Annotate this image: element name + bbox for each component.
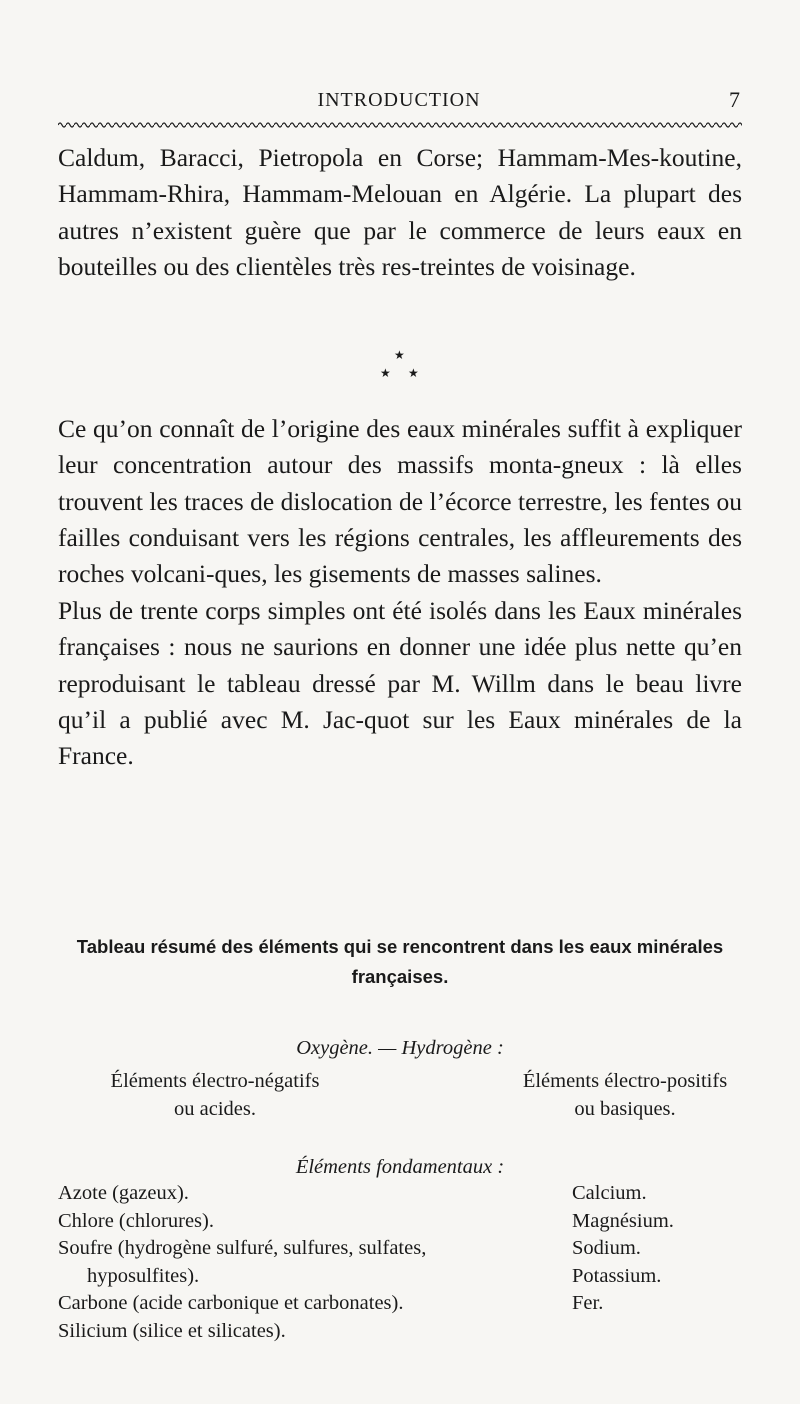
page-number: 7 [729,87,740,112]
list-item: Azote (gazeux). [58,1182,189,1204]
paragraph-1: Caldum, Baracci, Pietropola en Corse; Hammam-Mes-koutine, Hammam-Rhira, Hammam-Melouan en Algérie. La plupart des autres n’existent guère que par le commerce de leurs eaux en bouteilles ou des clientèles très res-treintes de voisinage. [58,143,742,281]
right-heading-line-2: ou basiques. [574,1097,676,1120]
running-title: INTRODUCTION [317,89,481,111]
left-column-heading [80,1068,350,1123]
separator-star-icon: ★ [408,366,419,380]
paragraph-3: Plus de trente corps simples ont été isolés dans les Eaux minérales françaises : nous ne saurions en donner une idée plus nette qu’en reproduisant le tableau dressé par M. Willm dans le beau livre qu’il a publié avec M. Jac-quot sur les Eaux minérales de la France. [58,596,742,771]
paragraph-2: Ce qu’on connaît de l’origine des eaux minérales suffit à expliquer leur concentration autour des massifs monta-gneux : là elles trouvent les traces de dislocation de l’écorce terrestre, les fentes ou failles conduisant vers les régions centrales, les affleurements des roches volcani-ques, les gisements de masses salines. [58,414,742,589]
negative-elements-list [58,1180,528,1346]
page-header [58,88,740,118]
right-column-heading [480,1068,770,1123]
section-separator [0,345,800,395]
positive-elements-list [572,1180,782,1318]
right-heading-line-1: Éléments électro-positifs [522,1070,728,1092]
list-item: Soufre (hydrogène sulfuré, sulfures, sulfates, [58,1237,427,1260]
list-item: Magnésium. [572,1209,674,1232]
table-subtitle: Oxygène. — Hydrogène : [296,1037,504,1059]
separator-star-icon: ★ [380,366,391,380]
ornamental-rule [58,121,742,129]
table-caption: Tableau résumé des éléments qui se rencontrent dans les eaux minérales françaises. [76,936,724,987]
list-item: Calcium. [572,1182,647,1204]
left-heading-line-2: ou acides. [174,1097,256,1120]
fundamentals-label: Éléments fondamentaux : [295,1156,505,1178]
list-item: Chlore (chlorures). [58,1209,214,1232]
list-item: Carbone (acide carbonique et carbonates). [58,1292,404,1315]
list-item: Silicium (silice et silicates). [58,1319,286,1342]
list-item: Sodium. [572,1237,641,1260]
list-item: Potassium. [572,1264,662,1287]
list-item: Fer. [572,1292,604,1315]
separator-star-icon: ★ [394,348,405,362]
list-item: hyposulfites). [87,1264,200,1287]
left-heading-line-1: Éléments électro-négatifs [110,1070,320,1092]
